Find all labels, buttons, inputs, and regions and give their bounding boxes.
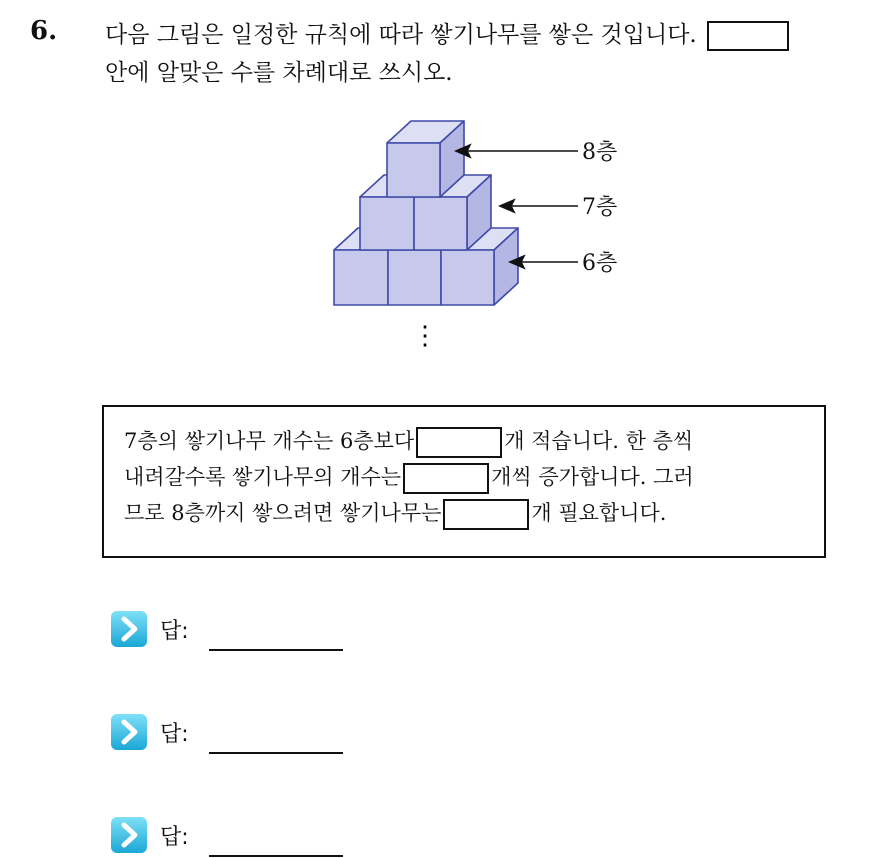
layer-8-cubes xyxy=(387,121,464,197)
question-line-2: 안에 알맞은 수를 차례대로 쓰시오. xyxy=(105,60,453,86)
answer-input-2[interactable] xyxy=(209,718,343,754)
box-line-2 xyxy=(124,459,824,495)
stacked-cubes-figure xyxy=(320,112,650,352)
blank-3[interactable] xyxy=(443,499,529,530)
box-line-3-b: 개 필요합니다. xyxy=(531,501,667,525)
continuation-dots: ⋮ xyxy=(412,321,438,351)
question-text xyxy=(105,16,789,92)
box-line-3-a: 므로 8층까지 쌓으려면 쌓기나무는 xyxy=(124,501,442,525)
box-line-2-b: 개씩 증가합니다. 그러 xyxy=(491,465,694,489)
inline-blank-box xyxy=(707,21,789,51)
label-7: 7층 xyxy=(582,195,618,220)
blank-2[interactable] xyxy=(403,463,489,494)
chevron-right-icon xyxy=(110,713,148,751)
answer-label: 답: xyxy=(160,618,189,644)
box-line-2-a: 내려갈수록 쌓기나무의 개수는 xyxy=(124,465,402,489)
question-number: 6. xyxy=(30,16,58,46)
fill-in-box xyxy=(102,405,826,558)
answer-input-1[interactable] xyxy=(209,615,343,651)
answer-label: 답: xyxy=(160,824,189,850)
question-line-1-text: 다음 그림은 일정한 규칙에 따라 쌓기나무를 쌓은 것입니다. xyxy=(105,22,697,48)
answer-input-3[interactable] xyxy=(209,821,343,857)
box-line-1-a: 7층의 쌓기나무 개수는 6층보다 xyxy=(124,429,415,453)
answer-row-2 xyxy=(110,710,343,754)
answer-row-3 xyxy=(110,813,343,857)
arrow-7-head xyxy=(500,200,514,212)
box-line-1 xyxy=(124,423,824,459)
box-line-1-b: 개 적습니다. 한 층씩 xyxy=(504,429,694,453)
box-line-3 xyxy=(124,495,824,531)
answer-label: 답: xyxy=(160,721,189,747)
label-8: 8층 xyxy=(582,140,618,165)
answer-row-1 xyxy=(110,607,343,651)
chevron-right-icon xyxy=(110,816,148,854)
chevron-right-icon xyxy=(110,610,148,648)
blank-1[interactable] xyxy=(416,427,502,458)
question-line-1 xyxy=(105,16,789,54)
label-6: 6층 xyxy=(582,251,618,276)
